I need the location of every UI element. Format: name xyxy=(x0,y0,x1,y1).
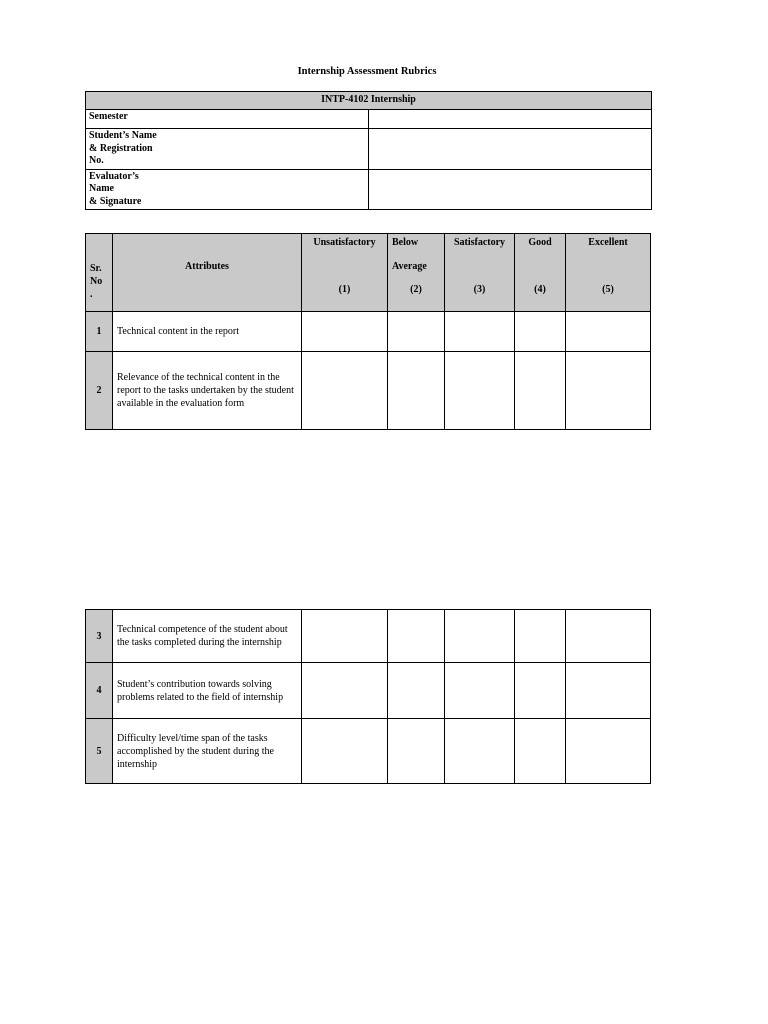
score-cell-5[interactable] xyxy=(566,719,651,784)
table-row xyxy=(86,352,651,430)
sr-no-header xyxy=(86,234,113,312)
table-row xyxy=(86,663,651,719)
document-title: Internship Assessment Rubrics xyxy=(297,66,437,77)
score-cell-4[interactable] xyxy=(515,663,566,719)
level-label: Below xyxy=(392,237,419,248)
score-cell-3[interactable] xyxy=(445,610,515,663)
score-cell-4[interactable] xyxy=(515,352,566,430)
attributes-header xyxy=(113,234,302,312)
level-label: Unsatisfactory xyxy=(313,237,376,248)
student-info-table xyxy=(85,91,652,210)
score-cell-1[interactable] xyxy=(302,663,388,719)
level-label: Average xyxy=(392,261,427,272)
table-row xyxy=(86,610,651,663)
sr-header-line: Sr. xyxy=(90,263,102,274)
level-label: Good xyxy=(528,237,552,248)
score-cell-4[interactable] xyxy=(515,610,566,663)
level-score: (3) xyxy=(473,284,486,295)
evaluator-label-line: Evaluator’s xyxy=(89,170,139,182)
score-cell-2[interactable] xyxy=(388,352,445,430)
score-cell-2[interactable] xyxy=(388,663,445,719)
evaluator-field[interactable] xyxy=(369,169,652,210)
score-cell-3[interactable] xyxy=(445,719,515,784)
attribute-text: Difficulty level/time span of the tasks accomplished by the student during the internship xyxy=(113,719,302,784)
score-cell-5[interactable] xyxy=(566,312,651,352)
sr-header-line: No xyxy=(90,276,103,287)
level-header-good xyxy=(515,234,566,312)
level-header-unsatisfactory xyxy=(302,234,388,312)
score-cell-3[interactable] xyxy=(445,312,515,352)
score-cell-4[interactable] xyxy=(515,719,566,784)
level-header-excellent xyxy=(566,234,651,312)
attribute-text: Student’s contribution towards solving problems related to the field of internship xyxy=(113,663,302,719)
score-cell-2[interactable] xyxy=(388,719,445,784)
sr-header-line: . xyxy=(90,289,93,300)
row-number: 2 xyxy=(86,352,113,430)
score-cell-3[interactable] xyxy=(445,352,515,430)
score-cell-1[interactable] xyxy=(302,312,388,352)
row-number: 5 xyxy=(86,719,113,784)
evaluator-label-line: Name xyxy=(89,183,114,194)
semester-field[interactable] xyxy=(369,110,652,129)
course-header: INTP-4102 Internship xyxy=(86,92,652,110)
semester-label xyxy=(86,110,369,129)
score-cell-5[interactable] xyxy=(566,610,651,663)
level-label: Excellent xyxy=(588,237,628,248)
attribute-text: Technical competence of the student about the tasks completed during the internship xyxy=(113,610,302,663)
semester-label-line: Semester xyxy=(89,111,128,122)
student-name-label-line: Student’s Name xyxy=(89,130,157,141)
attribute-text: Relevance of the technical content in the report to the tasks undertaken by the student available in the evaluation form xyxy=(113,352,302,430)
student-name-label-line: No. xyxy=(89,155,104,166)
level-label: Satisfactory xyxy=(453,237,506,248)
score-cell-3[interactable] xyxy=(445,663,515,719)
score-cell-5[interactable] xyxy=(566,352,651,430)
level-header-below-average xyxy=(388,234,445,312)
table-row xyxy=(86,312,651,352)
rubric-table-continued xyxy=(85,609,651,784)
score-cell-4[interactable] xyxy=(515,312,566,352)
student-name-field[interactable] xyxy=(369,129,652,170)
level-score: (4) xyxy=(534,284,546,295)
level-score: (1) xyxy=(338,284,351,295)
rubric-table xyxy=(85,233,651,430)
student-name-label xyxy=(86,129,369,170)
score-cell-1[interactable] xyxy=(302,352,388,430)
score-cell-1[interactable] xyxy=(302,719,388,784)
level-header-satisfactory xyxy=(445,234,515,312)
score-cell-2[interactable] xyxy=(388,312,445,352)
attributes-header-label: Attributes xyxy=(185,261,229,272)
level-score: (2) xyxy=(410,284,422,295)
evaluator-label xyxy=(86,169,369,210)
score-cell-5[interactable] xyxy=(566,663,651,719)
evaluator-label-line: & Signature xyxy=(89,195,142,207)
score-cell-1[interactable] xyxy=(302,610,388,663)
row-number: 4 xyxy=(86,663,113,719)
attribute-text: Technical content in the report xyxy=(113,312,302,352)
row-number: 3 xyxy=(86,610,113,663)
student-name-label-line: & Registration xyxy=(89,142,153,154)
table-row xyxy=(86,719,651,784)
level-score: (5) xyxy=(602,284,614,295)
score-cell-2[interactable] xyxy=(388,610,445,663)
row-number: 1 xyxy=(86,312,113,352)
